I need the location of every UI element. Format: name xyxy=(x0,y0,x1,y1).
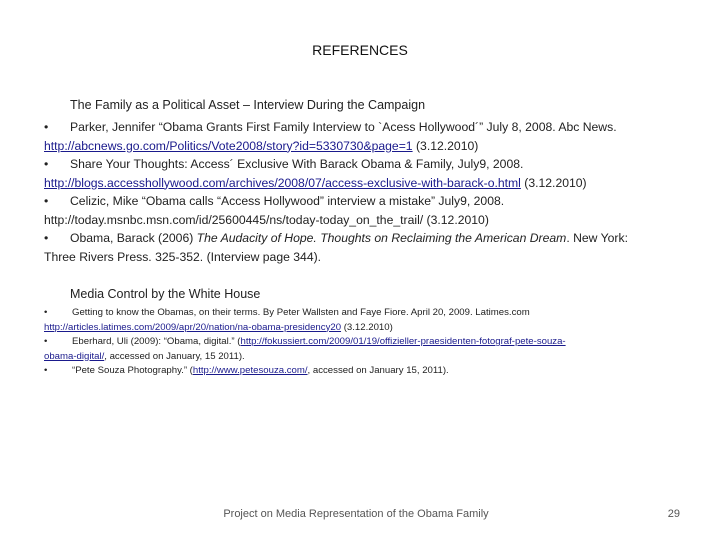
reference-date: (3.12.2010) xyxy=(520,175,587,190)
reference-item xyxy=(44,229,684,248)
page-number: 29 xyxy=(667,508,680,520)
reference-text: Getting to know the Obamas, on their terms. By Peter Wallsten and Faye Fiore. April 20, 2009. Latimes.com xyxy=(72,307,530,318)
reference-item xyxy=(44,118,684,137)
book-title: The Audacity of Hope. Thoughts on Reclaiming the American Dream xyxy=(196,231,567,245)
reference-item xyxy=(44,192,684,211)
reference-item xyxy=(44,155,684,174)
reference-author: Obama, Barack (2006) xyxy=(70,231,197,245)
reference-link[interactable]: http://blogs.accesshollywood.com/archives/2008/07/access-exclusive-with-barack-o.html xyxy=(44,175,521,190)
reference-item xyxy=(44,335,684,350)
reference-item-cont: Three Rivers Press. 325-352. (Interview page 344). xyxy=(44,249,322,264)
reference-text: Eberhard, Uli (2009): “Obama, digital.” ( xyxy=(72,336,241,347)
section-heading-media: Media Control by the White House xyxy=(70,287,261,301)
reference-list-media xyxy=(44,306,684,379)
bullet: • xyxy=(44,231,49,245)
bullet: • xyxy=(44,365,48,376)
section-heading-family: The Family as a Political Asset – Interview During the Campaign xyxy=(70,98,426,112)
footer-text: Project on Media Representation of the Obama Family xyxy=(223,508,489,520)
reference-link[interactable]: http://abcnews.go.com/Politics/Vote2008/story?id=5330730&page=1 xyxy=(44,138,413,153)
reference-date: , accessed on January, 15 2011). xyxy=(104,350,245,362)
reference-item xyxy=(44,306,684,321)
reference-link[interactable]: http://articles.latimes.com/2009/apr/20/nation/na-obama-presidency20 xyxy=(44,321,342,333)
reference-item-cont xyxy=(44,174,684,193)
reference-publisher: . New York: xyxy=(566,231,628,245)
page-title: REFERENCES xyxy=(312,42,408,58)
bullet: • xyxy=(44,157,49,171)
reference-list-family xyxy=(44,118,684,266)
reference-link[interactable]: obama-digital/ xyxy=(44,350,105,362)
reference-text: Share Your Thoughts: Access´ Exclusive With Barack Obama & Family, July9, 2008. xyxy=(70,157,524,171)
bullet: • xyxy=(44,336,48,347)
reference-item-cont xyxy=(44,350,684,365)
reference-item xyxy=(44,364,684,379)
reference-text: Celizic, Mike “Obama calls “Access Hollywood” interview a mistake” July9, 2008. xyxy=(70,194,505,208)
bullet: • xyxy=(44,120,49,134)
reference-link[interactable]: http://fokussiert.com/2009/01/19/offizieller-praesidenten-fotograf-pete-souza- xyxy=(240,336,566,347)
reference-text: “Pete Souza Photography.” ( xyxy=(72,365,193,376)
reference-link[interactable]: http://www.petesouza.com/ xyxy=(192,365,308,376)
reference-date: (3.12.2010) xyxy=(412,138,479,153)
reference-text: Parker, Jennifer “Obama Grants First Family Interview to `Acess Hollywood´” July 8, 2008. Abc News. xyxy=(70,120,617,134)
reference-date: (3.12.2010) xyxy=(341,321,393,333)
reference-item-cont xyxy=(44,137,684,156)
reference-item-cont xyxy=(44,321,684,336)
bullet: • xyxy=(44,307,48,318)
reference-date: , accessed on January 15, 2011). xyxy=(307,365,449,376)
bullet: • xyxy=(44,194,49,208)
reference-item-cont: http://today.msnbc.msn.com/id/25600445/ns/today-today_on_the_trail/ (3.12.2010) xyxy=(44,212,489,227)
